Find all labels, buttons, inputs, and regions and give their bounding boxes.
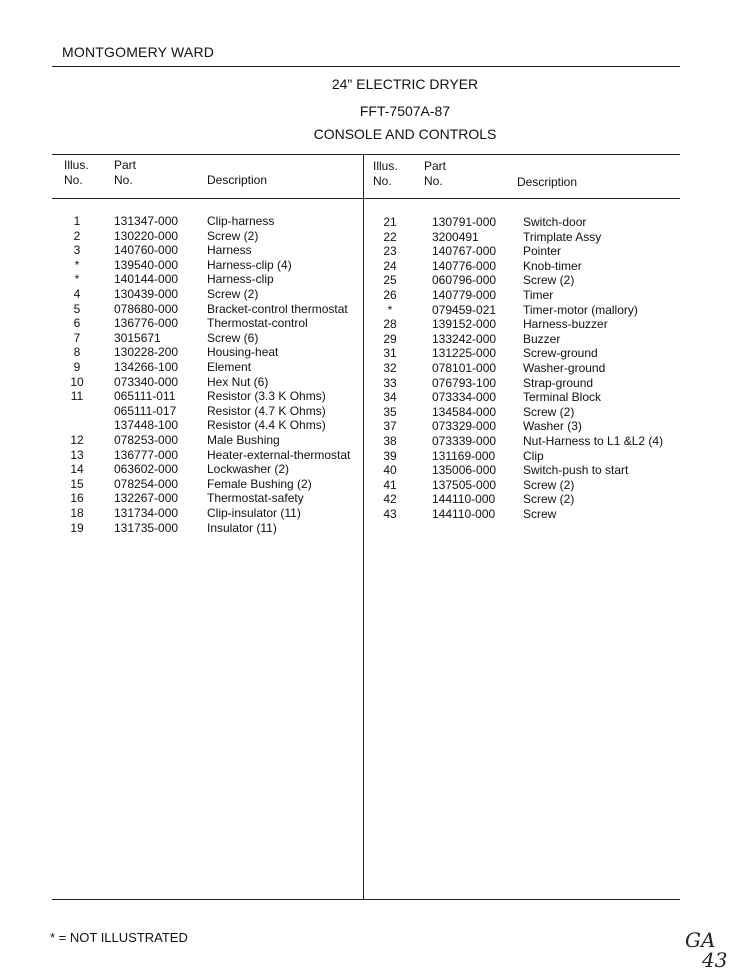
illus-number: 16	[70, 491, 84, 506]
illus-number: 22	[383, 229, 397, 244]
part-number: 131169-000	[432, 448, 496, 463]
part-description: Harness-clip	[207, 272, 274, 287]
part-description: Resistor (4.7 K Ohms)	[207, 403, 326, 418]
part-number: 131734-000	[114, 506, 179, 520]
illus-number: 21	[383, 215, 397, 229]
part-number: 3015671	[114, 330, 161, 345]
illus-number: 10	[70, 374, 84, 389]
part-number: 065111-011	[114, 389, 176, 404]
part-description: Element	[207, 360, 252, 374]
illus-number: 1	[73, 214, 81, 228]
part-description: Timer-motor (mallory)	[523, 302, 638, 317]
part-description: Screw (6)	[207, 330, 259, 345]
part-description: Screw (2)	[523, 477, 575, 492]
part-number: 136777-000	[114, 447, 179, 462]
illus-number: 25	[383, 273, 397, 288]
part-description: Washer-ground	[523, 361, 606, 375]
illus-number: 29	[383, 331, 397, 346]
model-number: FFT-7507A-87	[359, 103, 451, 119]
part-description: Screw-ground	[523, 346, 598, 361]
part-description: Screw	[523, 507, 557, 521]
part-description: Male Bushing	[207, 433, 280, 447]
part-number: 140144-000	[114, 272, 179, 287]
illus-number: 24	[383, 258, 397, 273]
part-description: Screw (2)	[523, 492, 575, 507]
right-description-header: Description	[517, 175, 578, 189]
left-description-header: Description	[207, 173, 268, 187]
column-divider	[363, 154, 364, 900]
part-number: 144110-000	[432, 492, 496, 507]
illus-number: 34	[383, 390, 397, 405]
footnote: * = NOT ILLUSTRATED	[50, 930, 188, 945]
part-description: Female Bushing (2)	[207, 476, 312, 491]
illus-number: 5	[73, 301, 81, 316]
part-number: 136776-000	[114, 316, 179, 331]
part-number: 078253-000	[114, 433, 179, 447]
part-description: Screw (2)	[207, 228, 259, 243]
illus-number: 37	[383, 419, 397, 434]
part-description: Harness-buzzer	[523, 317, 608, 332]
illus-number: 31	[383, 346, 397, 361]
illus-number: 8	[73, 345, 81, 360]
part-description: Screw (2)	[523, 404, 575, 419]
part-number: 130220-000	[114, 228, 179, 243]
header-rule	[52, 66, 680, 67]
part-number: 076793-100	[432, 375, 497, 390]
part-number: 078680-000	[114, 301, 179, 316]
part-number: 134266-100	[114, 360, 179, 374]
part-number: 131225-000	[432, 346, 497, 361]
part-number: 140767-000	[432, 244, 497, 259]
illus-number: 26	[383, 288, 397, 302]
part-description: Housing-heat	[207, 345, 279, 360]
illus-number: 35	[383, 404, 397, 419]
part-description: Bracket-control thermostat	[207, 301, 348, 316]
part-number: 132267-000	[114, 491, 179, 506]
part-number: 130439-000	[114, 287, 179, 301]
part-description: Strap-ground	[523, 375, 594, 390]
part-description: Pointer	[523, 244, 562, 259]
part-description: Resistor (3.3 K Ohms)	[207, 389, 326, 404]
left-part-header: Part No.	[114, 158, 137, 187]
part-description: Nut-Harness to L1 &L2 (4)	[523, 434, 664, 448]
illus-number: 14	[70, 462, 84, 477]
part-number: 065111-017	[114, 403, 177, 418]
part-description: Timer	[523, 288, 554, 302]
part-description: Insulator (11)	[207, 520, 277, 535]
illus-number: *	[387, 302, 393, 317]
document-title: 24" ELECTRIC DRYER	[331, 76, 479, 92]
part-number: 134584-000	[432, 404, 497, 419]
part-description: Thermostat-safety	[207, 491, 304, 506]
illus-number: 9	[73, 360, 81, 374]
part-number: 140776-000	[432, 258, 497, 273]
part-description: Thermostat-control	[207, 316, 308, 331]
part-number: 079459-021	[432, 302, 497, 317]
part-description: Heater-external-thermostat	[207, 447, 351, 462]
illus-number: 4	[73, 287, 81, 301]
part-description: Switch-door	[523, 215, 587, 229]
illus-number: 19	[70, 520, 84, 535]
illus-number: 15	[70, 476, 84, 491]
part-number: 131735-000	[114, 520, 179, 535]
illus-number: 12	[70, 433, 84, 447]
part-number: 130228-200	[114, 345, 179, 360]
part-number: 3200491	[432, 229, 479, 244]
illus-number: 43	[383, 507, 397, 521]
part-description: Harness-clip (4)	[207, 257, 292, 272]
part-description: Clip-insulator (11)	[207, 506, 301, 520]
illus-number: 18	[70, 506, 84, 520]
part-description: Trimplate Assy	[523, 229, 602, 244]
part-description: Screw (2)	[207, 287, 259, 301]
illus-number: 3	[73, 243, 81, 258]
part-number: 144110-000	[432, 507, 496, 521]
illus-number: 40	[383, 463, 397, 478]
part-description: Screw (2)	[523, 273, 575, 288]
illus-number: 42	[383, 492, 397, 507]
illus-number: 33	[383, 375, 397, 390]
part-number: 137448-100	[114, 418, 179, 433]
part-number: 139540-000	[114, 257, 179, 272]
part-number: 073339-000	[432, 434, 497, 448]
right-illus-header: Illus. No.	[373, 159, 398, 188]
part-description: Clip-harness	[207, 214, 275, 228]
illus-number: 38	[383, 434, 397, 448]
part-number: 140779-000	[432, 288, 497, 302]
part-description: Resistor (4.4 K Ohms)	[207, 418, 326, 433]
handwritten-page-number: 43	[702, 948, 728, 972]
left-illus-header: Illus. No.	[64, 158, 89, 187]
brand-name: MONTGOMERY WARD	[62, 44, 215, 60]
part-number: 078101-000	[432, 361, 497, 375]
part-description: Washer (3)	[523, 419, 582, 434]
table-bottom-rule	[52, 899, 680, 900]
table-top-rule	[52, 154, 680, 155]
part-number: 073340-000	[114, 374, 179, 389]
part-number: 135006-000	[432, 463, 497, 478]
illus-number: 32	[383, 361, 397, 375]
part-number: 073334-000	[432, 390, 497, 405]
part-description: Hex Nut (6)	[207, 374, 269, 389]
illus-number: 23	[383, 244, 397, 259]
illus-number: 41	[383, 477, 397, 492]
part-number: 133242-000	[432, 331, 497, 346]
illus-number: *	[74, 272, 80, 287]
illus-number: 11	[70, 389, 84, 404]
section-title: CONSOLE AND CONTROLS	[313, 126, 497, 142]
illus-number: *	[74, 257, 80, 272]
illus-number: 13	[70, 447, 84, 462]
illus-number: 39	[383, 448, 397, 463]
part-number: 078254-000	[114, 476, 179, 491]
part-number: 131347-000	[114, 214, 179, 228]
part-description: Terminal Block	[523, 390, 602, 405]
part-description: Lockwasher (2)	[207, 462, 290, 477]
part-number: 140760-000	[114, 243, 179, 258]
illus-number: 7	[73, 330, 81, 345]
part-description: Buzzer	[523, 331, 561, 346]
illus-number: 2	[73, 228, 81, 243]
part-number: 073329-000	[432, 419, 497, 434]
part-description: Switch-push to start	[523, 463, 629, 478]
illus-number: 6	[73, 316, 81, 331]
part-number: 130791-000	[432, 215, 497, 229]
header-bottom-rule	[52, 198, 680, 199]
part-description: Clip	[523, 448, 544, 463]
part-number: 060796-000	[432, 273, 497, 288]
part-number: 063602-000	[114, 462, 179, 477]
illus-number: 28	[383, 317, 397, 332]
part-description: Harness	[207, 243, 252, 258]
part-number: 137505-000	[432, 477, 497, 492]
part-description: Knob-timer	[523, 258, 582, 273]
handwritten-code: GA	[685, 928, 716, 952]
right-part-header: Part No.	[424, 159, 447, 188]
part-number: 139152-000	[432, 317, 497, 332]
